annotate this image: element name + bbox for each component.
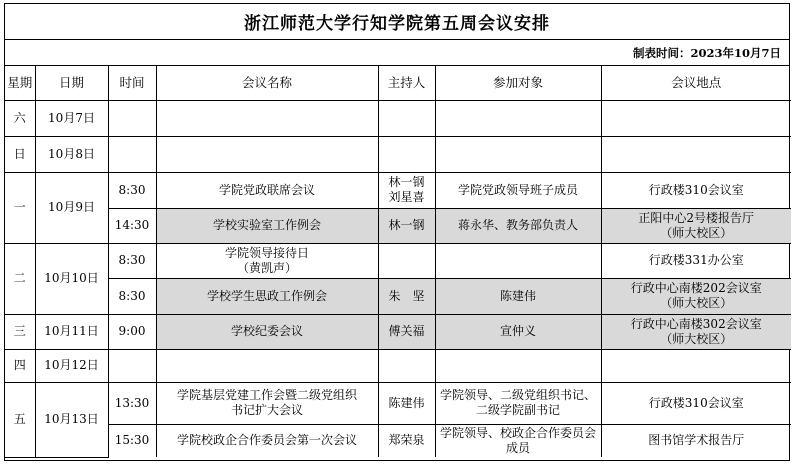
- meeting-name-cell-text: 学校学生思政工作例会: [206, 288, 327, 303]
- host-cell-text: 陈建伟: [388, 395, 425, 410]
- time-cell-text: 8:30: [118, 288, 146, 303]
- host-cell: [378, 136, 435, 172]
- header-date: 日期: [35, 66, 108, 100]
- time-cell: [108, 136, 156, 172]
- host-cell: [378, 314, 435, 349]
- attendees-cell: [435, 208, 601, 243]
- table-row: [5, 278, 791, 314]
- host-cell: [378, 424, 435, 457]
- location-cell-text: 行政中心南楼202会议室 （师大校区）: [630, 281, 762, 310]
- attendees-cell: [435, 100, 601, 136]
- meeting-name-cell-text: 学院党政联席会议: [218, 182, 315, 197]
- meeting-name-cell: [156, 136, 378, 172]
- attendees-cell: [435, 349, 601, 382]
- time-cell: [108, 278, 156, 314]
- weekday-cell: 日: [5, 136, 35, 172]
- weekday-cell: 三: [5, 314, 35, 349]
- time-cell-text: 8:30: [118, 253, 146, 267]
- header-location: 会议地点: [601, 66, 791, 100]
- location-cell-text: 图书馆学术报告厅: [648, 433, 745, 448]
- table-row: [5, 208, 791, 243]
- time-cell-text: 15:30: [114, 433, 150, 448]
- meeting-name-cell: [156, 382, 378, 424]
- header-attendees: 参加对象: [435, 66, 601, 100]
- table-row: [5, 136, 791, 172]
- host-cell-text: 朱 坚: [388, 288, 425, 303]
- host-cell: [378, 172, 435, 208]
- attendees-cell: [435, 382, 601, 424]
- table-row: [5, 100, 791, 136]
- attendees-cell: [435, 172, 601, 208]
- attendees-cell: [435, 314, 601, 349]
- date-cell: 10月11日: [35, 314, 108, 349]
- date-cell: 10月12日: [35, 349, 108, 382]
- location-cell: [601, 136, 791, 172]
- table-row: [5, 172, 791, 208]
- attendees-cell-text: 学院党政领导班子成员: [457, 182, 578, 197]
- date-cell: 10月7日: [35, 100, 108, 136]
- header-meeting-name: 会议名称: [156, 66, 378, 100]
- weekday-cell: 一: [5, 172, 35, 243]
- location-cell: [601, 314, 791, 349]
- date-cell: 10月10日: [35, 243, 108, 314]
- schedule-table: [5, 66, 791, 458]
- location-cell: [601, 100, 791, 136]
- header-weekday: 星期: [5, 66, 35, 100]
- host-cell: [378, 208, 435, 243]
- time-cell: [108, 314, 156, 349]
- host-cell-text: 林一钢 刘星喜: [388, 175, 425, 204]
- meeting-name-cell: [156, 243, 378, 278]
- meeting-name-cell: [156, 100, 378, 136]
- location-cell: [601, 172, 791, 208]
- table-row: [5, 243, 791, 278]
- time-cell: [108, 424, 156, 457]
- host-cell-text: 林一钢: [388, 218, 425, 232]
- time-cell: [108, 382, 156, 424]
- location-cell-text: 行政楼331办公室: [648, 253, 744, 267]
- location-cell: [601, 243, 791, 278]
- date-cell: 10月8日: [35, 136, 108, 172]
- header-time: 时间: [108, 66, 156, 100]
- host-cell: [378, 278, 435, 314]
- location-cell-text: 行政中心南楼302会议室 （师大校区）: [630, 316, 762, 346]
- attendees-cell: [435, 424, 601, 457]
- time-cell: [108, 100, 156, 136]
- header-host: 主持人: [378, 66, 435, 100]
- location-cell: [601, 382, 791, 424]
- meeting-name-cell-text: 学院基层党建工作会暨二级党组织 书记扩大会议: [176, 388, 357, 417]
- time-cell: [108, 243, 156, 278]
- meeting-name-cell-text: 学院领导接待日 （黄凯声）: [224, 245, 309, 275]
- prepared-time: 制表时间：2023年10月7日: [5, 40, 789, 66]
- host-cell: [378, 349, 435, 382]
- time-cell: [108, 172, 156, 208]
- schedule-sheet: [4, 3, 790, 461]
- time-cell: [108, 208, 156, 243]
- meeting-name-cell: [156, 349, 378, 382]
- table-row: [5, 424, 791, 457]
- weekday-cell: 四: [5, 349, 35, 382]
- attendees-cell-text: 蒋永华、教务部负责人: [457, 218, 578, 232]
- host-cell: [378, 100, 435, 136]
- host-cell-text: 傅关福: [388, 324, 425, 338]
- location-cell: [601, 208, 791, 243]
- attendees-cell-text: 学院领导、校政企合作委员会成员: [439, 425, 596, 455]
- attendees-cell-text: 宣仲义: [499, 324, 536, 338]
- meeting-name-cell-text: 学院校政企合作委员会第一次会议: [176, 433, 357, 448]
- table-row: [5, 314, 791, 349]
- attendees-cell-text: 学院领导、二级党组织书记、 二级学院副书记: [439, 388, 596, 417]
- meeting-name-cell: [156, 172, 378, 208]
- location-cell: [601, 278, 791, 314]
- table-row: [5, 349, 791, 382]
- date-cell: 10月9日: [35, 172, 108, 243]
- host-cell: [378, 243, 435, 278]
- meeting-name-cell-text: 学校实验室工作例会: [212, 218, 321, 232]
- attendees-cell: [435, 136, 601, 172]
- time-cell-text: 13:30: [114, 395, 150, 410]
- weekday-cell: 二: [5, 243, 35, 314]
- attendees-cell: [435, 243, 601, 278]
- attendees-cell-text: 陈建伟: [499, 288, 536, 303]
- header-row: [5, 66, 791, 100]
- meeting-name-cell: [156, 424, 378, 457]
- meeting-name-cell-text: 学校纪委会议: [230, 324, 303, 338]
- location-cell: [601, 424, 791, 457]
- host-cell-text: 郑荣泉: [388, 433, 425, 448]
- time-cell-text: 8:30: [118, 182, 146, 197]
- location-cell-text: 行政楼310会议室: [648, 182, 744, 197]
- meeting-name-cell: [156, 278, 378, 314]
- time-cell-text: 9:00: [118, 324, 146, 338]
- time-cell: [108, 349, 156, 382]
- location-cell: [601, 349, 791, 382]
- location-cell-text: 正阳中心2号楼报告厅 （师大校区）: [638, 210, 755, 240]
- page-title: 浙江师范大学行知学院第五周会议安排: [5, 4, 789, 40]
- meeting-name-cell: [156, 208, 378, 243]
- host-cell: [378, 382, 435, 424]
- meeting-name-cell: [156, 314, 378, 349]
- date-cell: 10月13日: [35, 382, 108, 457]
- location-cell-text: 行政楼310会议室: [648, 395, 744, 410]
- table-row: [5, 382, 791, 424]
- attendees-cell: [435, 278, 601, 314]
- weekday-cell: 六: [5, 100, 35, 136]
- weekday-cell: 五: [5, 382, 35, 457]
- time-cell-text: 14:30: [114, 218, 150, 232]
